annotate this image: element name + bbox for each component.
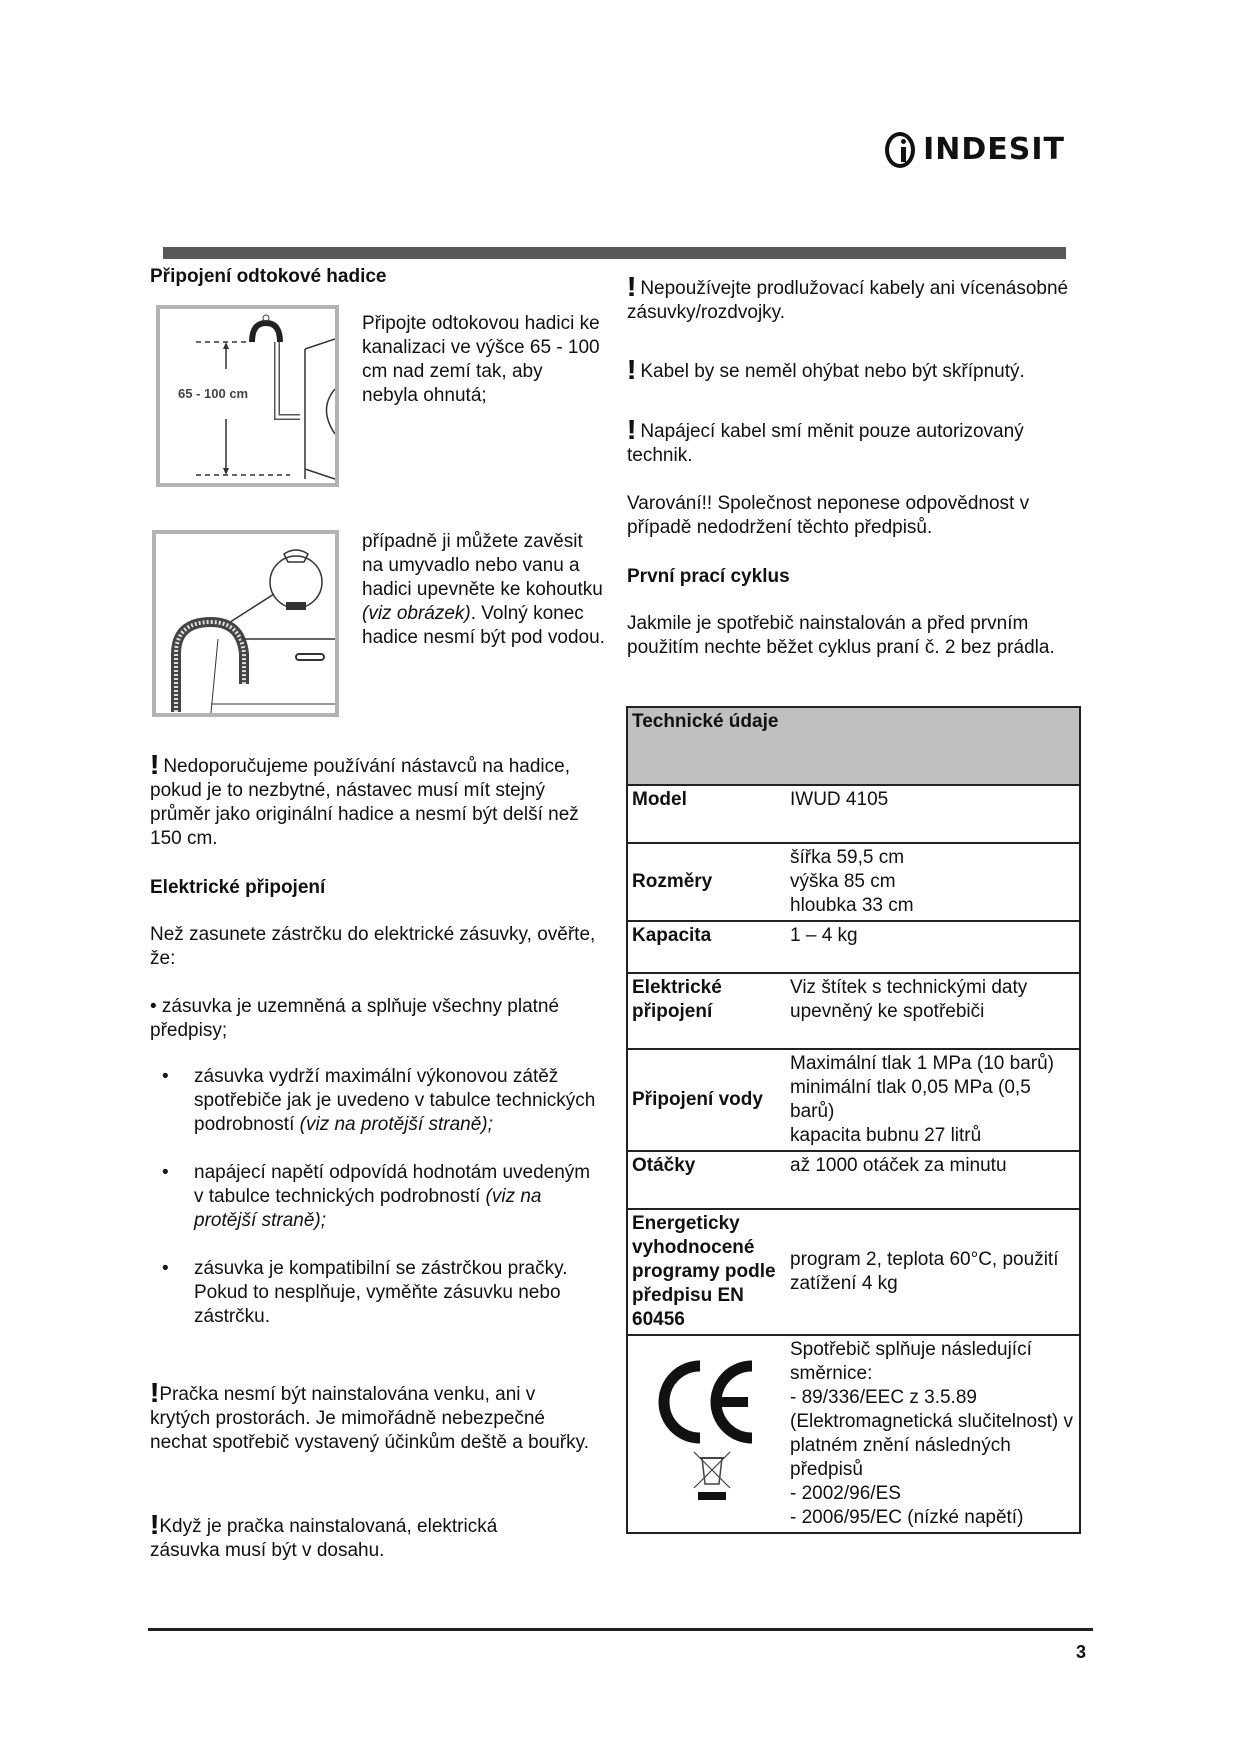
electric-heading: Elektrické připojení: [150, 877, 326, 898]
warning-reach: !Když je pračka nainstalovaná, elektrická zásuvka musí být v dosahu.: [149, 1509, 498, 1561]
drain-text-2: případně ji můžete zavěsit na umyvadlo nebo vanu a hadici upevněte ke kohoutku (viz obrázek). Volný konec hadice nesmí být pod vodou.: [362, 531, 605, 648]
table-row: Model IWUD 4105: [627, 785, 1080, 843]
indesit-logo: [885, 128, 1065, 172]
warning-outdoor: !Pračka nesmí být nainstalována venku, ani v krytých prostorách. Je mimořádně nebezpečné nechat spotřebič vystavený účinkům deště a bouřky.: [149, 1377, 589, 1453]
check-item: • zásuvka vydrží maximální výkonovou zátěž spotřebiče jak je uvedeno v tabulce technických podrobností (viz na protější straně);: [162, 1066, 596, 1135]
drain-hose-diagram-icon: [160, 309, 335, 483]
brand-name: INDESIT: [923, 132, 1065, 167]
warning-icon: !: [626, 354, 637, 385]
table-row: Připojení vody Maximální tlak 1 MPa (10 barů) minimální tlak 0,05 MPa (0,5 barů) kapacita bubnu 27 litrů: [627, 1049, 1080, 1151]
electric-intro: Než zasunete zástrčku do elektrické zásuvky, ověřte, že:: [150, 924, 596, 969]
liability-warning: Varování!! Společnost neponese odpovědnost v případě nedodržení těchto předpisů.: [627, 493, 1030, 538]
warning-icon: !: [149, 1509, 160, 1540]
svg-text:65 - 100 cm: 65 - 100 cm: [178, 386, 249, 401]
table-row: Kapacita 1 – 4 kg: [627, 921, 1080, 973]
drain-heading: Připojení odtokové hadice: [150, 266, 387, 287]
check-list: [162, 1065, 602, 1329]
warning-extension-cords: ! Nepoužívejte prodlužovací kabely ani vícenásobné zásuvky/rozdvojky.: [626, 271, 1069, 323]
table-row: Elektrické připojení Viz štítek s technickými daty upevněný ke spotřebiči: [627, 973, 1080, 1049]
drain-text-1: Připojte odtokovou hadici ke kanalizaci ve výšce 65 - 100 cm nad zemí tak, aby nebyla ohnutá;: [362, 313, 600, 406]
drain-sink-figure: [152, 530, 339, 717]
table-row: Rozměry šířka 59,5 cm výška 85 cm hloubka 33 cm: [627, 843, 1080, 921]
sink-hose-diagram-icon: [156, 534, 335, 713]
check-item: • napájecí napětí odpovídá hodnotám uvedeným v tabulce technických podrobností (viz na protější straně);: [162, 1162, 591, 1231]
warning-icon: !: [149, 1377, 160, 1408]
spec-table: [626, 706, 1081, 1534]
indesit-i-icon: [885, 132, 915, 168]
table-row: Otáčky až 1000 otáček za minutu: [627, 1151, 1080, 1209]
check-item: • zásuvka je kompatibilní se zástrčkou pračky. Pokud to nesplňuje, vyměňte zásuvku nebo zástrčku.: [162, 1258, 568, 1327]
table-row: Energeticky vyhodnocené programy podle předpisu EN 60456 program 2, teplota 60°C, použití zatížení 4 kg: [627, 1209, 1080, 1335]
weee-bin-icon: [694, 1452, 730, 1500]
table-row: Spotřebič splňuje následující směrnice: - 89/336/EEC z 3.5.89 (Elektromagnetická slučitelnost) v platném znění následných předpisů - 2002/96/ES - 2006/95/EC (nízké napětí): [627, 1335, 1080, 1533]
ce-mark-icon: [652, 1356, 762, 1506]
spec-table-header: [627, 707, 1080, 785]
warning-icon: !: [626, 414, 637, 445]
warning-cable-bend: ! Kabel by se neměl ohýbat nebo být skřípnutý.: [626, 354, 1025, 385]
warning-extension: ! Nedoporučujeme používání nástavců na hadice, pokud je to nezbytné, nástavec musí mít stejný průměr jako originální hadice a nesmí být delší než 150 cm.: [149, 749, 579, 849]
footer-rule: [148, 1628, 1093, 1631]
warning-icon: !: [626, 271, 637, 302]
spec-table-title: Technické údaje: [627, 707, 1080, 785]
warning-icon: !: [149, 749, 160, 780]
check-grounded: • zásuvka je uzemněná a splňuje všechny platné předpisy;: [150, 996, 560, 1041]
page-number: 3: [1076, 1642, 1087, 1662]
header-bar: [163, 247, 1066, 259]
warning-cable-replace: ! Napájecí kabel smí měnit pouze autorizovaný technik.: [626, 414, 1024, 466]
first-cycle-heading: První prací cyklus: [627, 566, 790, 587]
drain-height-figure: [156, 305, 339, 487]
first-cycle-text: Jakmile je spotřebič nainstalován a před prvním použitím nechte běžet cyklus praní č. 2 bez prádla.: [627, 613, 1055, 658]
